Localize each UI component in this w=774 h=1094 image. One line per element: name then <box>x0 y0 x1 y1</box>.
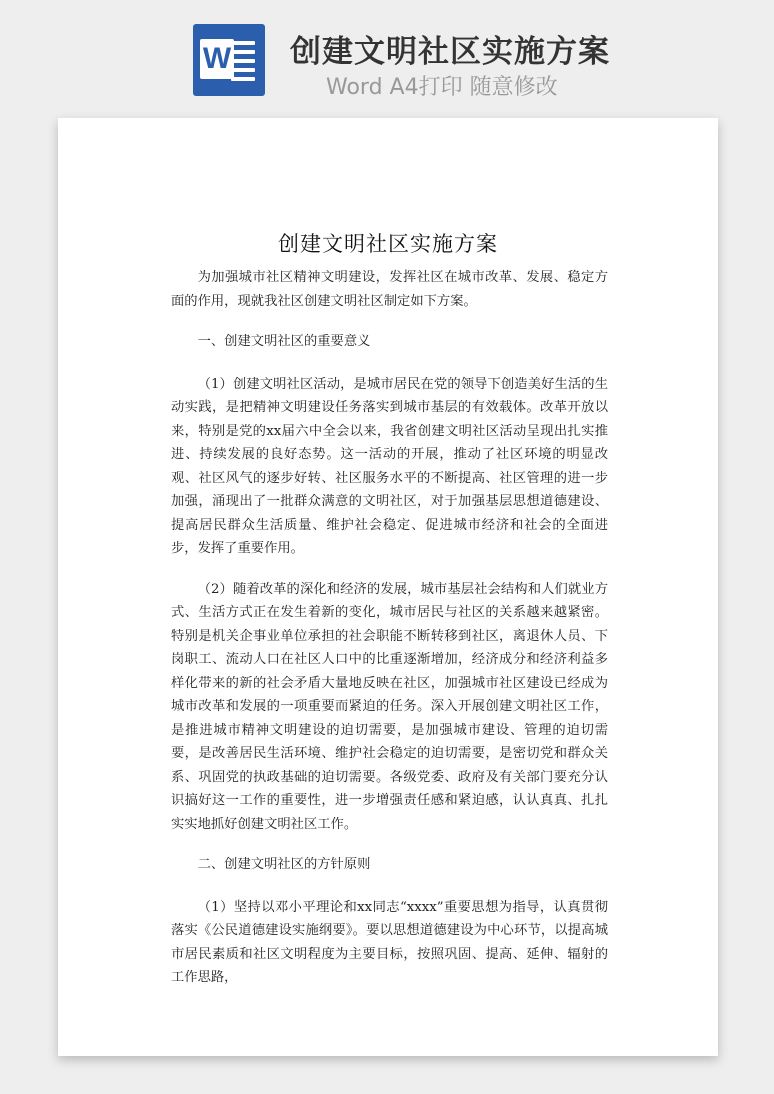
section-heading-1: 一、创建文明社区的重要意义 <box>197 334 371 349</box>
body-paragraph: （1）创建文明社区活动，是城市居民在党的领导下创造美好生活的生动实践，是把精神文明建设任务落实到城市基层的有效载体。改革开放以来，特别是党的xx届六中全会以来，我省创建文明社区活动呈现出扎实推进、持续发展的良好态势。这一活动的开展，推动了社区环境的明显改观、社区风气的逐步好转、社区服务水平的不断提高、社区管理的进一步加强，涌现出了一批群众满意的文明社区，对于加强基层思想道德建设、提高居民群众生活质量、维护社会稳定、促进城市经济和社会的全面进步，发挥了重要作用。 <box>171 376 608 556</box>
intro-paragraph: 为加强城市社区精神文明建设，发挥社区在城市改革、发展、稳定方面的作用，现就我社区创建文明社区制定如下方案。 <box>171 270 608 309</box>
body-paragraph: （1）坚持以邓小平理论和xx同志“xxxx”重要思想为指导，认真贯彻落实《公民道德建设实施纲要》。要以思想道德建设为中心环节，以提高城市居民素质和社区文明程度为主要目标，按照巩固、提高、延伸、辐射的工作思路， <box>171 899 608 985</box>
banner-title: 创建文明社区实施方案 <box>290 34 610 70</box>
header-banner <box>0 0 774 118</box>
document-body <box>171 266 608 1007</box>
document-page <box>58 118 718 1056</box>
document-title: 创建文明社区实施方案 <box>278 232 498 256</box>
body-paragraph: （2）随着改革的深化和经济的发展，城市基层社会结构和人们就业方式、生活方式正在发生着新的变化，城市居民与社区的关系越来越紧密。特别是机关企事业单位承担的社会职能不断转移到社区，离退休人员、下岗职工、流动人口在社区人口中的比重逐渐增加，经济成分和经济利益多样化带来的新的社会矛盾大量地反映在社区，加强城市社区建设已经成为城市改革和发展的一项重要而紧迫的任务。深入开展创建文明社区工作，是推进城市精神文明建设的迫切需要，是加强城市建设、管理的迫切需要，是改善居民生活环境、维护社会稳定的迫切需要，是密切党和群众关系、巩固党的执政基础的迫切需要。各级党委、政府及有关部门要充分认识搞好这一工作的重要性，进一步增强责任感和紧迫感，认认真真、扎扎实实地抓好创建文明社区工作。 <box>171 581 608 832</box>
document-lines-icon <box>231 41 255 86</box>
section-heading-2: 二、创建文明社区的方针原则 <box>197 857 371 872</box>
word-logo-letter: W <box>200 39 234 79</box>
word-document-icon <box>193 24 265 96</box>
banner-subtitle: Word A4打印 随意修改 <box>326 75 558 100</box>
